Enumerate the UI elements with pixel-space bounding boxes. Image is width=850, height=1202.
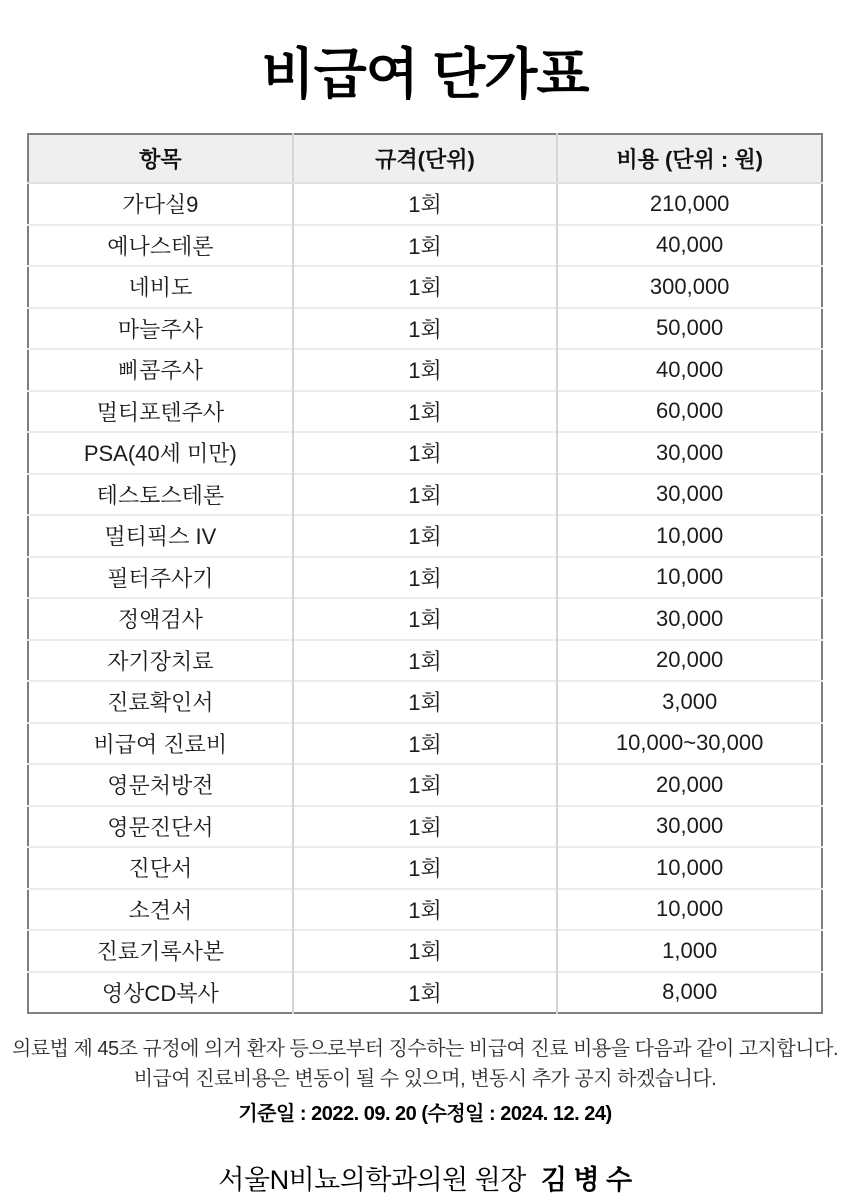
column-header-item: 항목	[28, 134, 293, 183]
price-cell: 300,000	[557, 266, 822, 308]
unit-cell: 1회	[293, 806, 558, 848]
item-cell: 가다실9	[122, 192, 199, 218]
price-table-header	[28, 134, 822, 183]
price-cell: 10,000	[557, 889, 822, 931]
unit-cell: 1회	[293, 640, 558, 682]
item-cell: 진료기록사본	[28, 930, 293, 972]
unit-cell: 1회	[293, 764, 558, 806]
price-cell: 30,000	[557, 806, 822, 848]
unit-cell: 1회	[293, 847, 558, 889]
price-cell: 40,000	[557, 349, 822, 391]
item-cell: 진료확인서	[28, 681, 293, 723]
unit-cell: 1회	[293, 681, 558, 723]
item-cell: 네비도	[28, 266, 293, 308]
item-cell: 멀티포텐주사	[28, 391, 293, 433]
director-name: 김 병 수	[540, 1165, 632, 1195]
table-row	[28, 432, 822, 474]
footer	[0, 1034, 850, 1197]
table-row	[28, 972, 822, 1014]
unit-cell: 1회	[293, 598, 558, 640]
table-row	[28, 391, 822, 433]
price-cell: 60,000	[557, 391, 822, 433]
item-cell: 진단서	[28, 847, 293, 889]
table-row	[28, 557, 822, 599]
table-row	[28, 806, 822, 848]
table-row	[28, 474, 822, 516]
price-cell: 1,000	[557, 930, 822, 972]
table-row	[28, 889, 822, 931]
table-row	[28, 225, 822, 267]
page-title: 비급여 단가표	[261, 43, 589, 105]
clinic-name-and-title: 서울N비뇨의학과의원 원장	[218, 1165, 526, 1195]
item-cell: 영문처방전	[28, 764, 293, 806]
table-row	[28, 266, 822, 308]
item-cell: 영상CD복사	[28, 972, 293, 1014]
price-table	[27, 133, 823, 1014]
unit-cell: 1회	[293, 349, 558, 391]
table-row	[28, 681, 822, 723]
price-cell: 10,000	[557, 515, 822, 557]
price-cell: 20,000	[557, 640, 822, 682]
price-cell: 10,000	[557, 847, 822, 889]
unit-cell: 1회	[293, 930, 558, 972]
price-cell: 8,000	[557, 972, 822, 1014]
table-row	[28, 847, 822, 889]
signature-line	[0, 1158, 850, 1197]
table-row	[28, 598, 822, 640]
unit-cell: 1회	[293, 557, 558, 599]
table-row	[28, 515, 822, 557]
unit-cell: 1회	[293, 391, 558, 433]
table-row	[28, 183, 822, 225]
unit-cell: 1회	[293, 183, 558, 225]
price-cell: 30,000	[557, 598, 822, 640]
table-row	[28, 723, 822, 765]
item-cell: 비급여 진료비	[28, 723, 293, 765]
unit-cell: 1회	[293, 308, 558, 350]
column-header-price: 비용 (단위 : 원)	[557, 134, 822, 183]
table-row	[28, 349, 822, 391]
unit-cell: 1회	[293, 515, 558, 557]
header-row	[28, 134, 822, 183]
unit-cell: 1회	[293, 723, 558, 765]
item-cell: 테스토스테론	[28, 474, 293, 516]
item-cell: 멀티픽스 IV	[28, 515, 293, 557]
table-row	[28, 640, 822, 682]
date-line: 기준일 : 2022. 09. 20 (수정일 : 2024. 12. 24)	[238, 1103, 612, 1125]
item-cell: 필터주사기	[28, 557, 293, 599]
price-table-body	[28, 183, 822, 1013]
item-cell: 영문진단서	[28, 806, 293, 848]
document-page	[0, 30, 850, 1202]
notice-line-1: 의료법 제 45조 규정에 의거 환자 등으로부터 징수하는 비급여 진료 비용을 다음과 같이 고지합니다.	[11, 1038, 839, 1060]
price-cell: 10,000	[557, 557, 822, 599]
price-cell: 30,000	[557, 474, 822, 516]
unit-cell: 1회	[293, 889, 558, 931]
table-row	[28, 308, 822, 350]
table-row	[28, 764, 822, 806]
item-cell: 삐콤주사	[28, 349, 293, 391]
notice-line-2: 비급여 진료비용은 변동이 될 수 있으며, 변동시 추가 공지 하겠습니다.	[133, 1068, 717, 1090]
price-cell: 3,000	[557, 681, 822, 723]
price-cell: 210,000	[557, 183, 822, 225]
item-cell: 자기장치료	[28, 640, 293, 682]
table-row	[28, 930, 822, 972]
column-header-unit: 규격(단위)	[293, 134, 558, 183]
unit-cell: 1회	[293, 972, 558, 1014]
unit-cell: 1회	[293, 266, 558, 308]
item-cell: 소견서	[28, 889, 293, 931]
price-cell: 20,000	[557, 764, 822, 806]
item-cell: PSA(40세 미만)	[28, 432, 293, 474]
price-cell: 10,000~30,000	[557, 723, 822, 765]
item-cell: 마늘주사	[28, 308, 293, 350]
item-cell: 정액검사	[28, 598, 293, 640]
price-cell: 30,000	[557, 432, 822, 474]
price-cell: 50,000	[557, 308, 822, 350]
unit-cell: 1회	[293, 432, 558, 474]
unit-cell: 1회	[293, 225, 558, 267]
item-cell: 예나스테론	[28, 225, 293, 267]
unit-cell: 1회	[293, 474, 558, 516]
price-cell: 40,000	[557, 225, 822, 267]
